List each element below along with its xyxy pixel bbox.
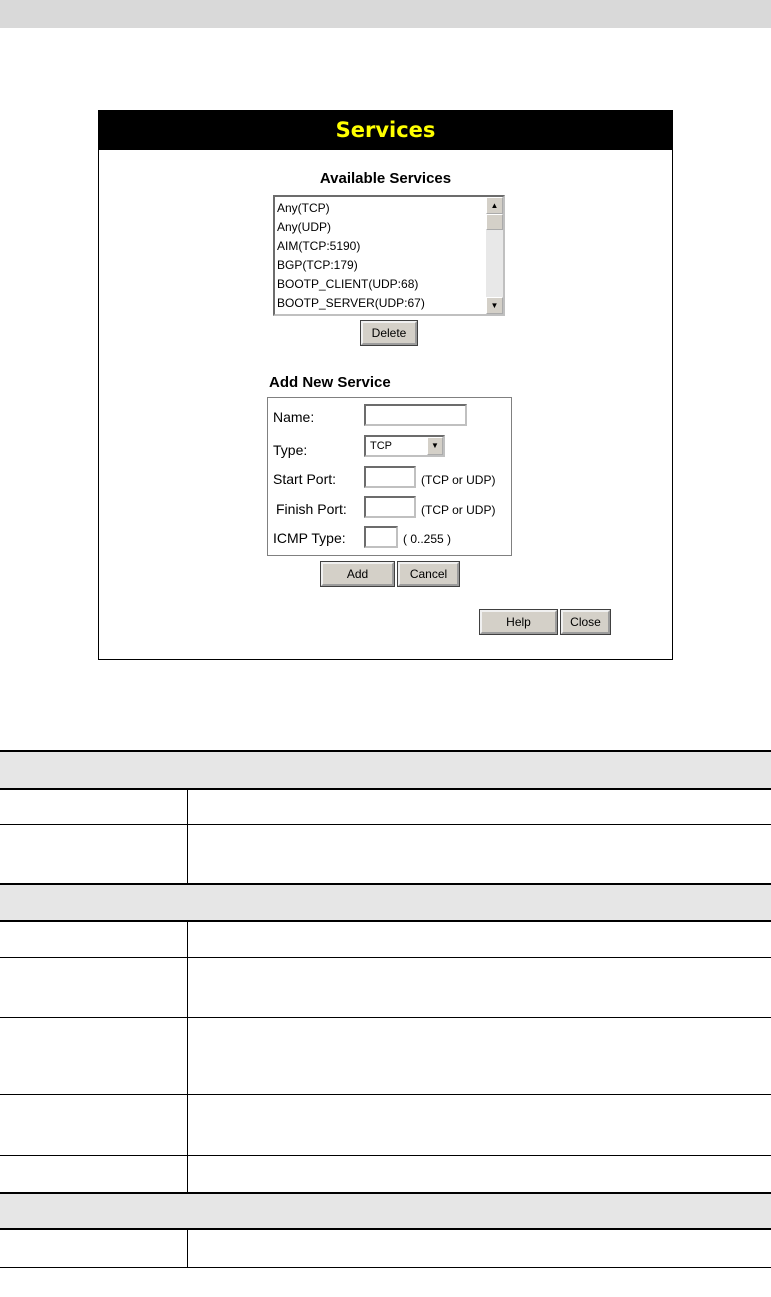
scroll-thumb[interactable]: [486, 214, 503, 230]
available-services-listbox[interactable]: [273, 195, 505, 316]
table-row: [0, 1017, 771, 1094]
cancel-button[interactable]: Cancel: [398, 562, 459, 586]
table-section-header: [0, 751, 771, 789]
table-row: [0, 957, 771, 1017]
add-button[interactable]: Add: [321, 562, 394, 586]
start-port-hint: (TCP or UDP): [421, 473, 496, 487]
finish-port-hint: (TCP or UDP): [421, 503, 496, 517]
list-item[interactable]: Any(TCP): [277, 201, 330, 215]
table-row: [0, 789, 771, 824]
type-selected-value: TCP: [370, 440, 392, 452]
icmp-type-input[interactable]: [364, 526, 398, 548]
add-new-service-label: Add New Service: [269, 374, 391, 391]
table-row: [0, 824, 771, 884]
name-input[interactable]: [364, 404, 467, 426]
start-port-input[interactable]: [364, 466, 416, 488]
add-service-form: [267, 397, 512, 556]
list-item[interactable]: BOOTP_CLIENT(UDP:68): [277, 277, 419, 291]
table-section-header: [0, 1193, 771, 1229]
finish-port-label: Finish Port:: [276, 501, 347, 517]
close-button[interactable]: Close: [561, 610, 610, 634]
name-label: Name:: [273, 409, 315, 425]
type-select[interactable]: [364, 435, 445, 457]
icmp-type-label: ICMP Type:: [273, 530, 346, 546]
page-header-band: [0, 0, 771, 28]
table-row: [0, 921, 771, 957]
delete-button[interactable]: Delete: [361, 321, 417, 345]
chevron-down-icon[interactable]: ▼: [427, 437, 443, 455]
window-title: Services: [99, 111, 672, 150]
list-item[interactable]: BOOTP_SERVER(UDP:67): [277, 296, 425, 310]
start-port-label: Start Port:: [273, 471, 337, 487]
listbox-scrollbar[interactable]: [486, 197, 503, 314]
services-list: [275, 197, 485, 313]
scroll-up-arrow-icon[interactable]: ▲: [486, 197, 503, 214]
available-services-label: Available Services: [319, 170, 452, 187]
services-window: [98, 110, 673, 660]
type-label: Type:: [273, 442, 308, 458]
help-button[interactable]: Help: [480, 610, 557, 634]
description-table: [0, 750, 771, 1268]
table-row: [0, 1229, 771, 1267]
list-item[interactable]: BGP(TCP:179): [277, 258, 358, 272]
finish-port-input[interactable]: [364, 496, 416, 518]
table-row: [0, 1094, 771, 1155]
list-item[interactable]: AIM(TCP:5190): [277, 239, 361, 253]
list-item[interactable]: Any(UDP): [277, 220, 332, 234]
table-row: [0, 1155, 771, 1193]
icmp-type-hint: ( 0..255 ): [403, 532, 452, 546]
scroll-down-arrow-icon[interactable]: ▼: [486, 297, 503, 314]
table-section-header: [0, 884, 771, 921]
